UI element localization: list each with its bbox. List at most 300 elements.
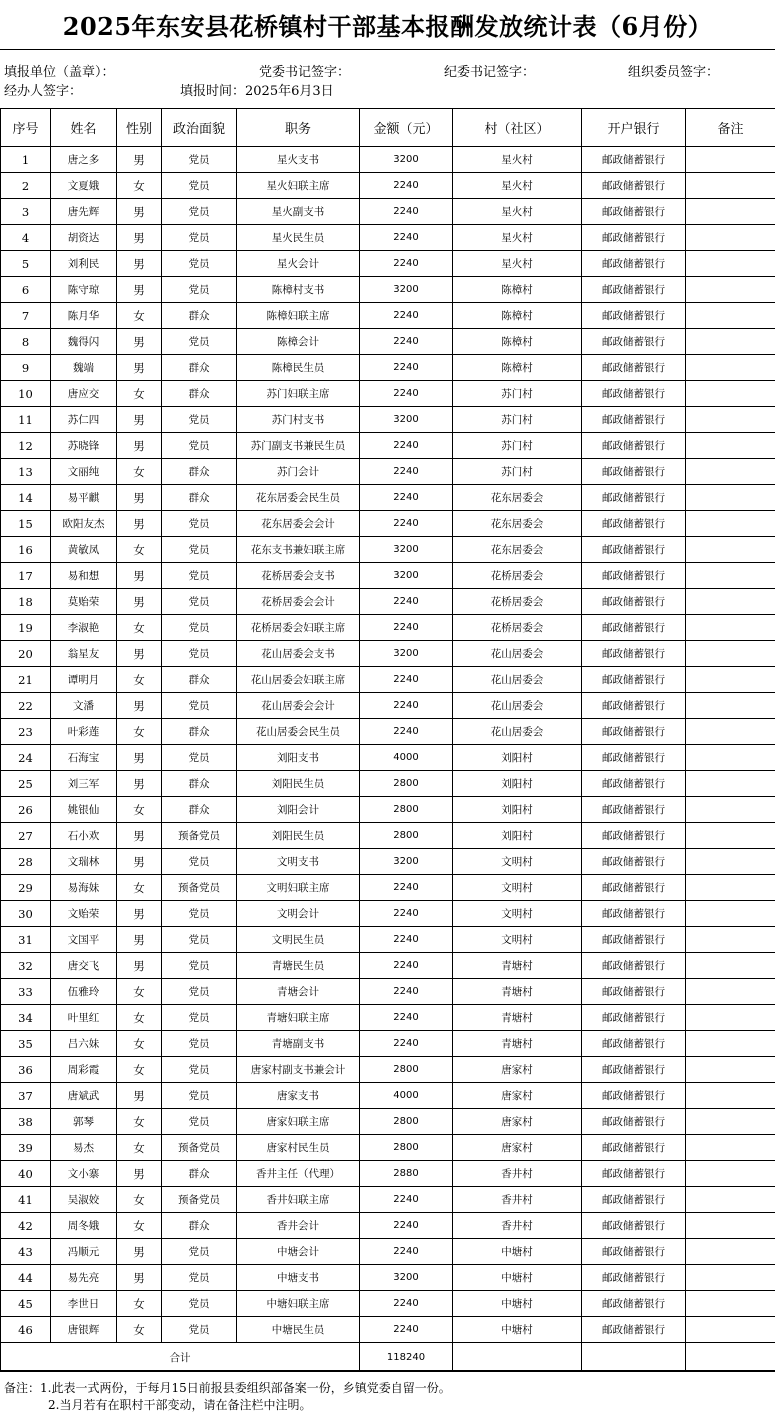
table-row [1, 693, 775, 719]
cell-name: 易和想 [51, 563, 117, 589]
remuneration-table [0, 108, 775, 1372]
cell-seq: 6 [1, 277, 51, 303]
cell-name: 叶里红 [51, 1005, 117, 1031]
cell-seq: 24 [1, 745, 51, 771]
table-header-row [1, 109, 775, 147]
cell-seq: 32 [1, 953, 51, 979]
cell-position: 唐家村副支书兼会计 [237, 1057, 360, 1083]
table-row [1, 459, 775, 485]
cell-remark [686, 901, 775, 927]
cell-village: 青塘村 [453, 1005, 582, 1031]
cell-village: 陈樟村 [453, 303, 582, 329]
cell-gender: 男 [117, 511, 162, 537]
cell-gender: 男 [117, 485, 162, 511]
cell-village: 文明村 [453, 849, 582, 875]
cell-village: 中塘村 [453, 1291, 582, 1317]
table-row [1, 875, 775, 901]
cell-amount: 3200 [360, 537, 453, 563]
cell-political: 党员 [162, 147, 237, 173]
cell-village: 文明村 [453, 927, 582, 953]
cell-bank: 邮政储蓄银行 [582, 1031, 686, 1057]
col-header-amount: 金额（元） [360, 109, 453, 147]
party-secretary-signature-label: 党委书记签字： [259, 65, 351, 80]
cell-bank: 邮政储蓄银行 [582, 771, 686, 797]
cell-gender: 女 [117, 615, 162, 641]
table-row [1, 1317, 775, 1343]
cell-gender: 男 [117, 147, 162, 173]
cell-political: 党员 [162, 1239, 237, 1265]
cell-remark [686, 693, 775, 719]
table-row [1, 1057, 775, 1083]
cell-name: 唐斌武 [51, 1083, 117, 1109]
cell-remark [686, 953, 775, 979]
cell-name: 易杰 [51, 1135, 117, 1161]
note-line-1: 备注：1.此表一式两份，于每月15日前报县委组织部备案一份，乡镇党委自留一份。 [4, 1381, 451, 1395]
cell-remark [686, 1239, 775, 1265]
cell-amount: 2800 [360, 1135, 453, 1161]
table-row [1, 771, 775, 797]
cell-political: 预备党员 [162, 875, 237, 901]
cell-village: 花山居委会 [453, 693, 582, 719]
cell-bank: 邮政储蓄银行 [582, 1057, 686, 1083]
cell-seq: 40 [1, 1161, 51, 1187]
cell-remark [686, 277, 775, 303]
cell-political: 党员 [162, 641, 237, 667]
organization-member-signature-label: 组织委员签字： [628, 65, 720, 80]
cell-position: 花桥居委会支书 [237, 563, 360, 589]
cell-name: 苏晓锋 [51, 433, 117, 459]
cell-amount: 3200 [360, 849, 453, 875]
cell-bank: 邮政储蓄银行 [582, 251, 686, 277]
cell-position: 花桥居委会妇联主席 [237, 615, 360, 641]
cell-seq: 37 [1, 1083, 51, 1109]
cell-position: 星火妇联主席 [237, 173, 360, 199]
cell-seq: 33 [1, 979, 51, 1005]
table-row [1, 1187, 775, 1213]
cell-gender: 女 [117, 1135, 162, 1161]
cell-gender: 女 [117, 719, 162, 745]
cell-amount: 2240 [360, 667, 453, 693]
cell-remark [686, 797, 775, 823]
cell-bank: 邮政储蓄银行 [582, 927, 686, 953]
cell-seq: 4 [1, 225, 51, 251]
cell-village: 花东居委会 [453, 537, 582, 563]
table-row [1, 485, 775, 511]
cell-gender: 男 [117, 589, 162, 615]
cell-remark [686, 329, 775, 355]
cell-political: 群众 [162, 381, 237, 407]
cell-bank: 邮政储蓄银行 [582, 953, 686, 979]
cell-position: 香井会计 [237, 1213, 360, 1239]
cell-name: 李世日 [51, 1291, 117, 1317]
cell-village: 花桥居委会 [453, 615, 582, 641]
cell-position: 花山居委会民生员 [237, 719, 360, 745]
table-row [1, 615, 775, 641]
cell-village: 文明村 [453, 901, 582, 927]
cell-name: 唐之多 [51, 147, 117, 173]
col-header-name: 姓名 [51, 109, 117, 147]
cell-political: 党员 [162, 173, 237, 199]
table-row [1, 1161, 775, 1187]
cell-bank: 邮政储蓄银行 [582, 563, 686, 589]
cell-remark [686, 511, 775, 537]
cell-name: 石小欢 [51, 823, 117, 849]
cell-position: 陈樟村支书 [237, 277, 360, 303]
cell-village: 文明村 [453, 875, 582, 901]
cell-name: 谭明月 [51, 667, 117, 693]
cell-village: 唐家村 [453, 1057, 582, 1083]
cell-remark [686, 537, 775, 563]
cell-remark [686, 147, 775, 173]
cell-political: 党员 [162, 1265, 237, 1291]
table-row [1, 381, 775, 407]
cell-political: 群众 [162, 355, 237, 381]
table-row [1, 1005, 775, 1031]
col-header-gender: 性别 [117, 109, 162, 147]
cell-gender: 男 [117, 693, 162, 719]
cell-position: 陈樟民生员 [237, 355, 360, 381]
col-header-seq: 序号 [1, 109, 51, 147]
table-row [1, 563, 775, 589]
cell-seq: 11 [1, 407, 51, 433]
cell-amount: 2240 [360, 1291, 453, 1317]
cell-name: 文小寨 [51, 1161, 117, 1187]
cell-remark [686, 1317, 775, 1343]
cell-political: 群众 [162, 459, 237, 485]
cell-seq: 16 [1, 537, 51, 563]
cell-amount: 3200 [360, 1265, 453, 1291]
cell-village: 苏门村 [453, 433, 582, 459]
cell-political: 党员 [162, 1291, 237, 1317]
cell-gender: 男 [117, 771, 162, 797]
cell-political: 党员 [162, 1109, 237, 1135]
cell-remark [686, 745, 775, 771]
cell-gender: 男 [117, 563, 162, 589]
cell-village: 唐家村 [453, 1083, 582, 1109]
cell-bank: 邮政储蓄银行 [582, 1005, 686, 1031]
cell-village: 花山居委会 [453, 641, 582, 667]
table-row [1, 407, 775, 433]
cell-gender: 男 [117, 407, 162, 433]
cell-gender: 男 [117, 251, 162, 277]
table-row [1, 1213, 775, 1239]
cell-position: 青塘会计 [237, 979, 360, 1005]
table-row [1, 953, 775, 979]
cell-gender: 男 [117, 927, 162, 953]
cell-political: 群众 [162, 719, 237, 745]
cell-name: 唐应交 [51, 381, 117, 407]
cell-village: 花山居委会 [453, 667, 582, 693]
total-empty-cell [582, 1343, 686, 1372]
cell-gender: 女 [117, 1291, 162, 1317]
cell-name: 伍雅玲 [51, 979, 117, 1005]
cell-amount: 3200 [360, 563, 453, 589]
cell-village: 香井村 [453, 1161, 582, 1187]
cell-remark [686, 1057, 775, 1083]
cell-amount: 2240 [360, 355, 453, 381]
cell-village: 星火村 [453, 251, 582, 277]
report-time-label: 填报时间：2025年6月3日 [180, 84, 334, 99]
cell-gender: 女 [117, 459, 162, 485]
cell-name: 周冬娥 [51, 1213, 117, 1239]
cell-village: 星火村 [453, 225, 582, 251]
cell-village: 苏门村 [453, 381, 582, 407]
col-header-bank: 开户银行 [582, 109, 686, 147]
cell-gender: 女 [117, 667, 162, 693]
cell-bank: 邮政储蓄银行 [582, 1239, 686, 1265]
cell-village: 香井村 [453, 1213, 582, 1239]
col-header-political: 政治面貌 [162, 109, 237, 147]
cell-name: 文贻荣 [51, 901, 117, 927]
cell-bank: 邮政储蓄银行 [582, 1109, 686, 1135]
cell-bank: 邮政储蓄银行 [582, 459, 686, 485]
cell-political: 群众 [162, 485, 237, 511]
cell-name: 周彩霞 [51, 1057, 117, 1083]
cell-gender: 男 [117, 433, 162, 459]
cell-name: 欧阳友杰 [51, 511, 117, 537]
cell-position: 唐家支书 [237, 1083, 360, 1109]
cell-political: 预备党员 [162, 1135, 237, 1161]
cell-political: 党员 [162, 563, 237, 589]
table-row [1, 199, 775, 225]
cell-amount: 2240 [360, 875, 453, 901]
cell-remark [686, 251, 775, 277]
cell-seq: 7 [1, 303, 51, 329]
cell-seq: 3 [1, 199, 51, 225]
cell-bank: 邮政储蓄银行 [582, 1135, 686, 1161]
cell-seq: 9 [1, 355, 51, 381]
cell-position: 唐家村民生员 [237, 1135, 360, 1161]
table-row [1, 641, 775, 667]
cell-position: 花山居委会会计 [237, 693, 360, 719]
cell-position: 星火副支书 [237, 199, 360, 225]
cell-bank: 邮政储蓄银行 [582, 407, 686, 433]
table-row [1, 1239, 775, 1265]
col-header-position: 职务 [237, 109, 360, 147]
cell-political: 党员 [162, 251, 237, 277]
cell-political: 群众 [162, 667, 237, 693]
cell-village: 陈樟村 [453, 277, 582, 303]
cell-village: 青塘村 [453, 953, 582, 979]
cell-position: 苏门会计 [237, 459, 360, 485]
cell-position: 文明支书 [237, 849, 360, 875]
cell-remark [686, 1291, 775, 1317]
cell-village: 中塘村 [453, 1265, 582, 1291]
cell-remark [686, 563, 775, 589]
cell-remark [686, 875, 775, 901]
cell-position: 星火支书 [237, 147, 360, 173]
cell-seq: 28 [1, 849, 51, 875]
cell-political: 党员 [162, 1057, 237, 1083]
cell-remark [686, 1031, 775, 1057]
cell-amount: 2240 [360, 381, 453, 407]
cell-remark [686, 589, 775, 615]
cell-remark [686, 381, 775, 407]
cell-remark [686, 979, 775, 1005]
table-row [1, 225, 775, 251]
cell-name: 陈月华 [51, 303, 117, 329]
cell-amount: 2240 [360, 459, 453, 485]
note-line-2: 2.当月若有在职村干部变动，请在备注栏中注明。 [48, 1398, 312, 1412]
cell-gender: 男 [117, 1239, 162, 1265]
cell-bank: 邮政储蓄银行 [582, 173, 686, 199]
cell-village: 星火村 [453, 173, 582, 199]
cell-position: 花山居委会支书 [237, 641, 360, 667]
cell-position: 陈樟妇联主席 [237, 303, 360, 329]
cell-village: 香井村 [453, 1187, 582, 1213]
cell-amount: 3200 [360, 407, 453, 433]
cell-seq: 39 [1, 1135, 51, 1161]
table-body [1, 147, 775, 1343]
cell-seq: 42 [1, 1213, 51, 1239]
cell-position: 青塘副支书 [237, 1031, 360, 1057]
cell-gender: 女 [117, 1005, 162, 1031]
cell-seq: 13 [1, 459, 51, 485]
cell-position: 陈樟会计 [237, 329, 360, 355]
cell-bank: 邮政储蓄银行 [582, 485, 686, 511]
cell-remark [686, 459, 775, 485]
cell-political: 群众 [162, 1161, 237, 1187]
handler-signature-label: 经办人签字： [4, 84, 83, 99]
cell-political: 党员 [162, 953, 237, 979]
cell-name: 冯顺元 [51, 1239, 117, 1265]
cell-amount: 2240 [360, 1239, 453, 1265]
cell-seq: 21 [1, 667, 51, 693]
cell-gender: 男 [117, 277, 162, 303]
cell-bank: 邮政储蓄银行 [582, 277, 686, 303]
cell-remark [686, 1161, 775, 1187]
cell-amount: 2240 [360, 251, 453, 277]
cell-bank: 邮政储蓄银行 [582, 199, 686, 225]
cell-remark [686, 433, 775, 459]
cell-gender: 男 [117, 745, 162, 771]
cell-position: 花桥居委会会计 [237, 589, 360, 615]
cell-name: 唐先辉 [51, 199, 117, 225]
cell-seq: 17 [1, 563, 51, 589]
cell-political: 党员 [162, 329, 237, 355]
cell-seq: 2 [1, 173, 51, 199]
cell-position: 星火会计 [237, 251, 360, 277]
cell-gender: 男 [117, 953, 162, 979]
cell-amount: 2240 [360, 1187, 453, 1213]
cell-seq: 43 [1, 1239, 51, 1265]
cell-amount: 2240 [360, 329, 453, 355]
cell-seq: 35 [1, 1031, 51, 1057]
cell-bank: 邮政储蓄银行 [582, 797, 686, 823]
cell-position: 刘阳支书 [237, 745, 360, 771]
cell-political: 党员 [162, 277, 237, 303]
col-header-remark: 备注 [686, 109, 775, 147]
table-row [1, 1083, 775, 1109]
cell-bank: 邮政储蓄银行 [582, 901, 686, 927]
cell-position: 青塘妇联主席 [237, 1005, 360, 1031]
table-row [1, 849, 775, 875]
cell-position: 唐家妇联主席 [237, 1109, 360, 1135]
cell-political: 群众 [162, 1213, 237, 1239]
cell-amount: 2240 [360, 589, 453, 615]
cell-village: 刘阳村 [453, 797, 582, 823]
table-row [1, 329, 775, 355]
total-row [1, 1343, 775, 1372]
cell-name: 李淑艳 [51, 615, 117, 641]
cell-amount: 2240 [360, 1317, 453, 1343]
cell-amount: 2240 [360, 173, 453, 199]
cell-political: 群众 [162, 797, 237, 823]
cell-village: 青塘村 [453, 979, 582, 1005]
cell-position: 花东居委会会计 [237, 511, 360, 537]
cell-seq: 45 [1, 1291, 51, 1317]
cell-political: 党员 [162, 849, 237, 875]
cell-name: 莫贻荣 [51, 589, 117, 615]
cell-gender: 女 [117, 797, 162, 823]
cell-village: 花山居委会 [453, 719, 582, 745]
cell-bank: 邮政储蓄银行 [582, 693, 686, 719]
cell-bank: 邮政储蓄银行 [582, 537, 686, 563]
cell-name: 胡资达 [51, 225, 117, 251]
page-title: 2025年东安县花桥镇村干部基本报酬发放统计表（6月份） [0, 0, 775, 50]
cell-seq: 20 [1, 641, 51, 667]
cell-amount: 2800 [360, 1057, 453, 1083]
cell-seq: 30 [1, 901, 51, 927]
cell-seq: 22 [1, 693, 51, 719]
cell-position: 刘阳民生员 [237, 771, 360, 797]
cell-amount: 2240 [360, 927, 453, 953]
cell-amount: 2800 [360, 823, 453, 849]
cell-political: 党员 [162, 979, 237, 1005]
table-row [1, 303, 775, 329]
cell-bank: 邮政储蓄银行 [582, 641, 686, 667]
cell-amount: 2240 [360, 719, 453, 745]
cell-amount: 3200 [360, 641, 453, 667]
cell-political: 党员 [162, 901, 237, 927]
cell-position: 花东居委会民生员 [237, 485, 360, 511]
cell-seq: 44 [1, 1265, 51, 1291]
cell-remark [686, 199, 775, 225]
cell-amount: 2240 [360, 303, 453, 329]
table-row [1, 823, 775, 849]
cell-gender: 女 [117, 1057, 162, 1083]
notes-section [0, 1370, 775, 1425]
cell-position: 刘阳会计 [237, 797, 360, 823]
cell-name: 易先亮 [51, 1265, 117, 1291]
cell-amount: 3200 [360, 277, 453, 303]
cell-gender: 女 [117, 979, 162, 1005]
cell-remark [686, 225, 775, 251]
table-row [1, 667, 775, 693]
cell-name: 黄敏凤 [51, 537, 117, 563]
cell-gender: 男 [117, 1083, 162, 1109]
cell-gender: 女 [117, 537, 162, 563]
cell-amount: 2240 [360, 199, 453, 225]
table-row [1, 797, 775, 823]
cell-village: 花桥居委会 [453, 563, 582, 589]
cell-remark [686, 849, 775, 875]
table-row [1, 1135, 775, 1161]
cell-bank: 邮政储蓄银行 [582, 1187, 686, 1213]
cell-remark [686, 641, 775, 667]
cell-village: 花东居委会 [453, 485, 582, 511]
cell-seq: 25 [1, 771, 51, 797]
cell-political: 党员 [162, 1005, 237, 1031]
cell-position: 苏门村支书 [237, 407, 360, 433]
cell-remark [686, 1213, 775, 1239]
cell-seq: 46 [1, 1317, 51, 1343]
cell-seq: 10 [1, 381, 51, 407]
cell-remark [686, 1109, 775, 1135]
cell-political: 群众 [162, 303, 237, 329]
cell-village: 青塘村 [453, 1031, 582, 1057]
cell-position: 文明民生员 [237, 927, 360, 953]
